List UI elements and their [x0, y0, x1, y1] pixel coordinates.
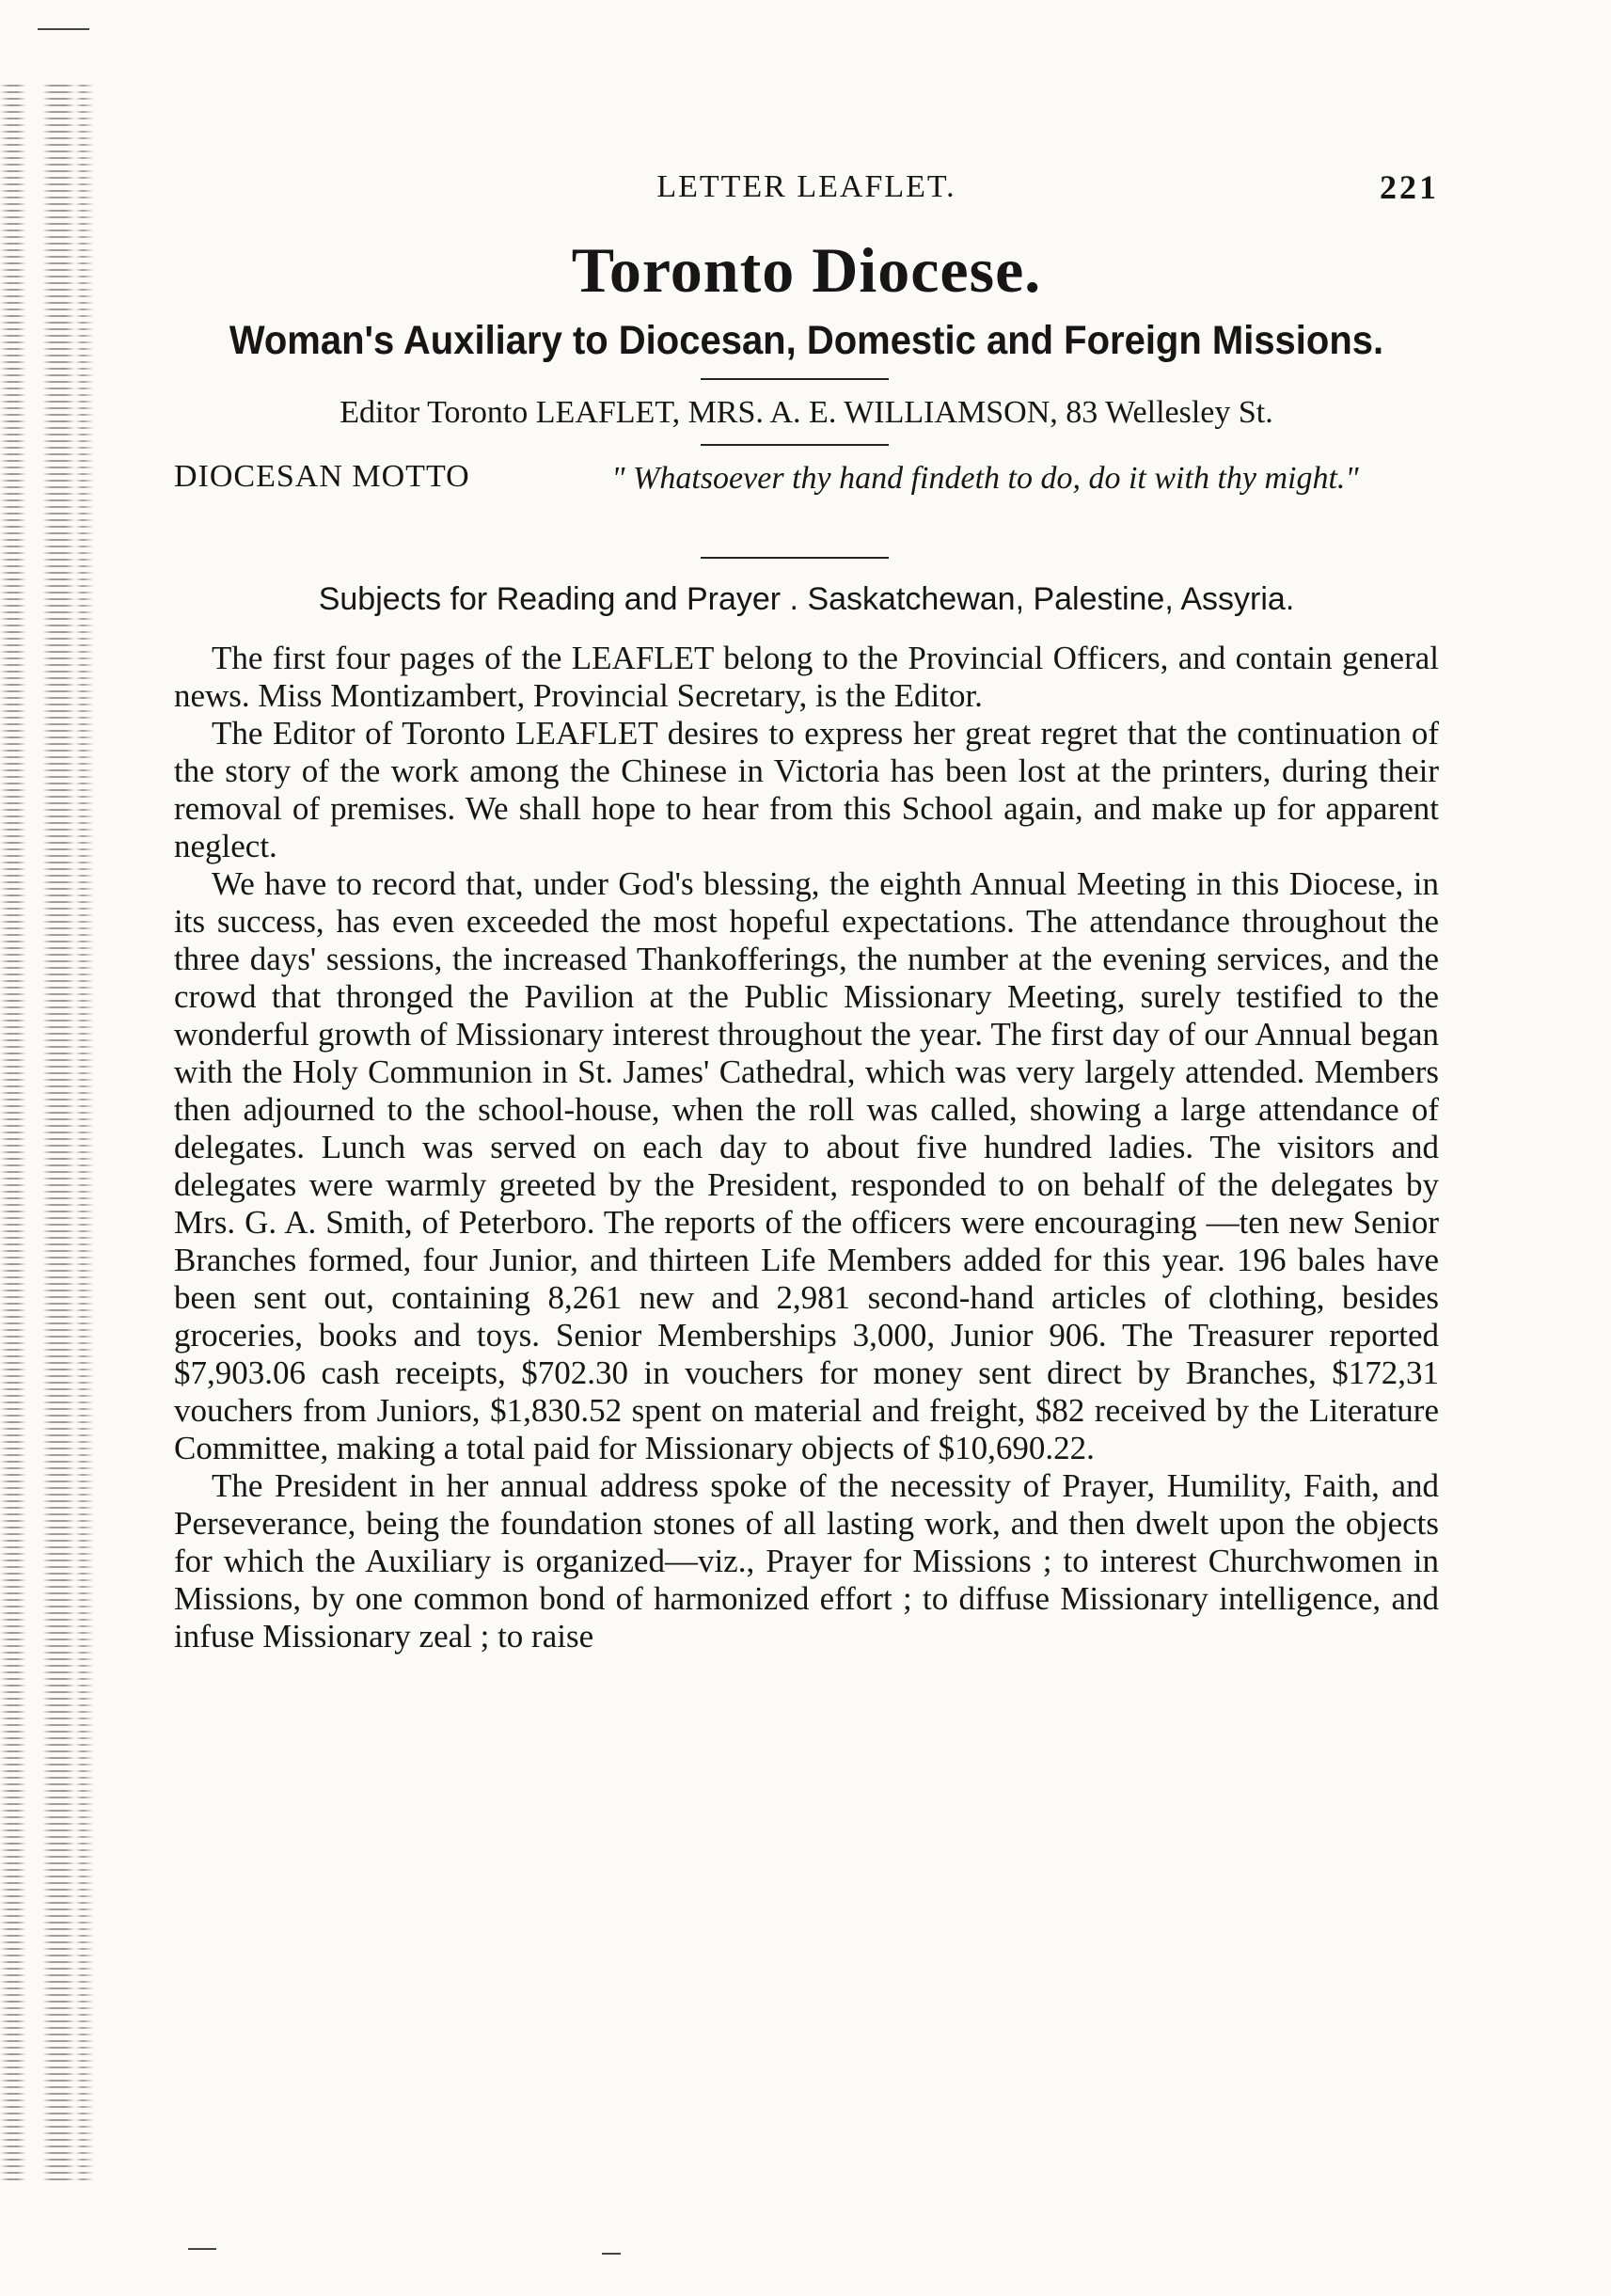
motto-label: DIOCESAN MOTTO — [174, 459, 470, 494]
reading-subjects: Subjects for Reading and Prayer . Saskatchewan, Palestine, Assyria. — [318, 581, 1295, 617]
scan-binding-edge — [0, 85, 94, 2182]
page-subtitle: Woman's Auxiliary to Diocesan, Domestic and Foreign Missions. — [229, 318, 1384, 363]
editor-line: Editor Toronto LEAFLET, MRS. A. E. WILLIAMSON, 83 Wellesley St. — [340, 395, 1273, 430]
page-number: 221 — [1380, 168, 1439, 206]
page-title: Toronto Diocese. — [571, 234, 1042, 306]
scan-speck — [602, 2253, 621, 2255]
divider — [701, 444, 889, 446]
paragraph: The first four pages of the LEAFLET belong to the Provincial Officers, and contain general news. Miss Montizambert, Provincial Secretary, is the Editor. — [174, 640, 1439, 714]
paragraph: The President in her annual address spoke of the necessity of Prayer, Humility, Faith, and Perseverance, being the foundation stones of all lasting work, and then dwelt upon the objects for which the Auxiliary is organized—viz., Prayer for Missions ; to interest Churchwomen in Missions, by one common bond of harmonized effort ; to diffuse Missionary intelligence, and infuse Missionary zeal ; to raise — [174, 1467, 1439, 1655]
paragraph: We have to record that, under God's blessing, the eighth Annual Meeting in this Diocese, in its success, has even exceeded the most hopeful expectations. The attendance throughout the three days' sessions, the increased Thankofferings, the number at the evening services, and the crowd that thronged the Pavilion at the Public Missionary Meeting, surely testified to the wonderful growth of Missionary interest throughout the year. The first day of our Annual began with the Holy Communion in St. James' Cathedral, which was very largely attended. Members then adjourned to the school-house, when the roll was called, showing a large attendance of delegates. Lunch was served on each day to about five hundred ladies. The visitors and delegates were warmly greeted by the President, responded to on behalf of the delegates by Mrs. G. A. Smith, of Peterboro. The reports of the officers were encouraging —ten new Senior Branches formed, four Junior, and thirteen Life Members added for this year. 196 bales have been sent out, containing 8,261 new and 2,981 second-hand articles of clothing, besides groceries, books and toys. Senior Memberships 3,000, Junior 906. The Treasurer reported $7,903.06 cash receipts, $702.30 in vouchers for money sent direct by Branches, $172,31 vouchers from Juniors, $1,830.52 spent on material and freight, $82 received by the Literature Committee, making a total paid for Missionary objects of $10,690.22. — [174, 865, 1439, 1466]
scan-speck — [188, 2248, 216, 2250]
divider — [701, 378, 889, 380]
motto-text: " Whatsoever thy hand findeth to do, do it with thy might." — [611, 461, 1359, 496]
running-header — [174, 162, 1439, 209]
divider — [701, 557, 889, 559]
scan-speck — [38, 28, 89, 30]
article-body — [174, 640, 1439, 1655]
paragraph: The Editor of Toronto LEAFLET desires to express her great regret that the continuation of the story of the work among the Chinese in Victoria has been lost at the printers, during their removal of premises. We shall hope to hear from this School again, and make up for apparent neglect. — [174, 715, 1439, 864]
running-title: LETTER LEAFLET. — [656, 169, 956, 204]
